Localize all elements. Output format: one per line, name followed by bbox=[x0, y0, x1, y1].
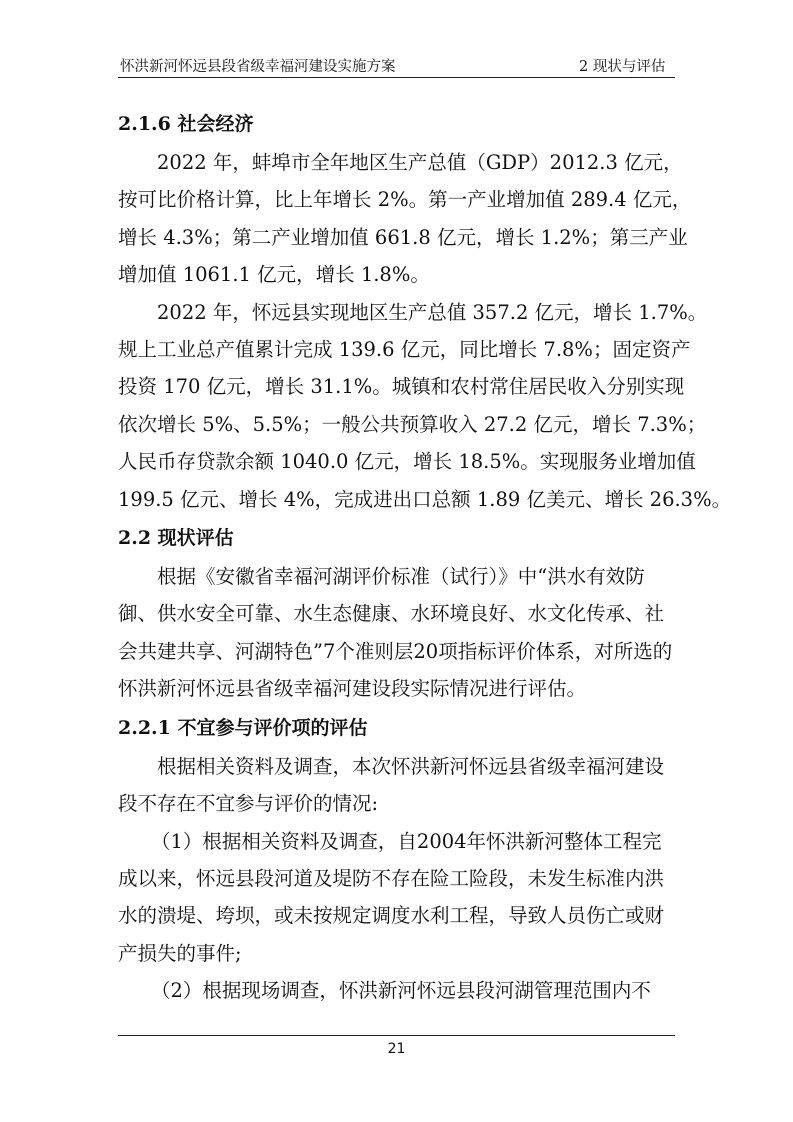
paragraph-exclusion-summary bbox=[118, 748, 675, 823]
section-heading-2-1-6: 2.1.6 社会经济 bbox=[118, 113, 254, 135]
text-line: 水的溃堤、垮坝，或未按规定调度水利工程，导致人员伤亡或财 bbox=[118, 904, 665, 928]
text-line: 2022 年，蚌埠市全年地区生产总值（GDP）2012.3 亿元， bbox=[157, 151, 683, 174]
list-item-2 bbox=[118, 972, 675, 1009]
footer-divider bbox=[118, 1035, 675, 1036]
section-heading-2-2-1: 2.2.1 不宜参与评价项的评估 bbox=[118, 716, 368, 739]
text-line: 按可比价格计算，比上年增长 2%。第一产业增加值 289.4 亿元， bbox=[118, 188, 692, 212]
text-line: 根据《安徽省幸福河湖评价标准（试行）》中“洪水有效防 bbox=[157, 565, 645, 589]
page-body bbox=[118, 104, 732, 1010]
text-line: 御、供水安全可靠、水生态健康、水环境良好、水文化传承、社 bbox=[118, 602, 665, 626]
text-line: 人民币存贷款余额 1040.0 亿元，增长 18.5%。实现服务业增加值 bbox=[118, 450, 696, 474]
text-line: 根据相关资料及调查，本次怀洪新河怀远县省级幸福河建设 bbox=[157, 754, 665, 778]
text-line: （2）根据现场调查，怀洪新河怀远县段河湖管理范围内不 bbox=[151, 979, 651, 1003]
text-line: 会共建共享、河湖特色”7个准则层20项指标评价体系，对所选的 bbox=[118, 639, 673, 663]
running-header-title: 怀洪新河怀远县段省级幸福河建设实施方案 bbox=[120, 59, 396, 75]
paragraph-huaiyuan-economy bbox=[118, 294, 732, 518]
text-line: 产损失的事件; bbox=[118, 941, 242, 965]
text-line: 199.5 亿元、增长 4%，完成进出口总额 1.89 亿美元、增长 26.3%。 bbox=[118, 487, 732, 511]
text-line: 段不存在不宜参与评价的情况: bbox=[118, 792, 379, 816]
text-line: 依次增长 5%、5.5%；一般公共预算收入 27.2 亿元，增长 7.3%； bbox=[118, 412, 707, 436]
text-line: 增加值 1061.1 亿元，增长 1.8%。 bbox=[118, 263, 430, 287]
page-number: 21 bbox=[387, 1041, 406, 1057]
paragraph-evaluation-basis bbox=[118, 558, 675, 708]
text-line: 成以来，怀远县段河道及堤防不存在险工险段，未发生标准内洪 bbox=[118, 866, 665, 890]
text-line: 2022 年，怀远县实现地区生产总值 357.2 亿元，增长 1.7%。 bbox=[157, 300, 708, 324]
text-line: （1）根据相关资料及调查，自2004年怀洪新河整体工程完 bbox=[151, 829, 662, 853]
header-divider bbox=[118, 77, 675, 78]
text-line: 规上工业总产值累计完成 139.6 亿元，同比增长 7.8%；固定资产 bbox=[118, 338, 691, 362]
text-line: 投资 170 亿元，增长 31.1%。城镇和农村常住居民收入分别实现 bbox=[118, 375, 685, 399]
text-line: 怀洪新河怀远县省级幸福河建设段实际情况进行评估。 bbox=[118, 677, 587, 701]
text-line: 增长 4.3%；第二产业增加值 661.8 亿元，增长 1.2%；第三产业 bbox=[118, 225, 688, 249]
paragraph-bengbu-economy bbox=[118, 144, 692, 294]
section-heading-2-2: 2.2 现状评估 bbox=[118, 527, 234, 550]
list-item-1 bbox=[118, 823, 675, 973]
running-header-section: 2 现状与评估 bbox=[579, 59, 666, 75]
